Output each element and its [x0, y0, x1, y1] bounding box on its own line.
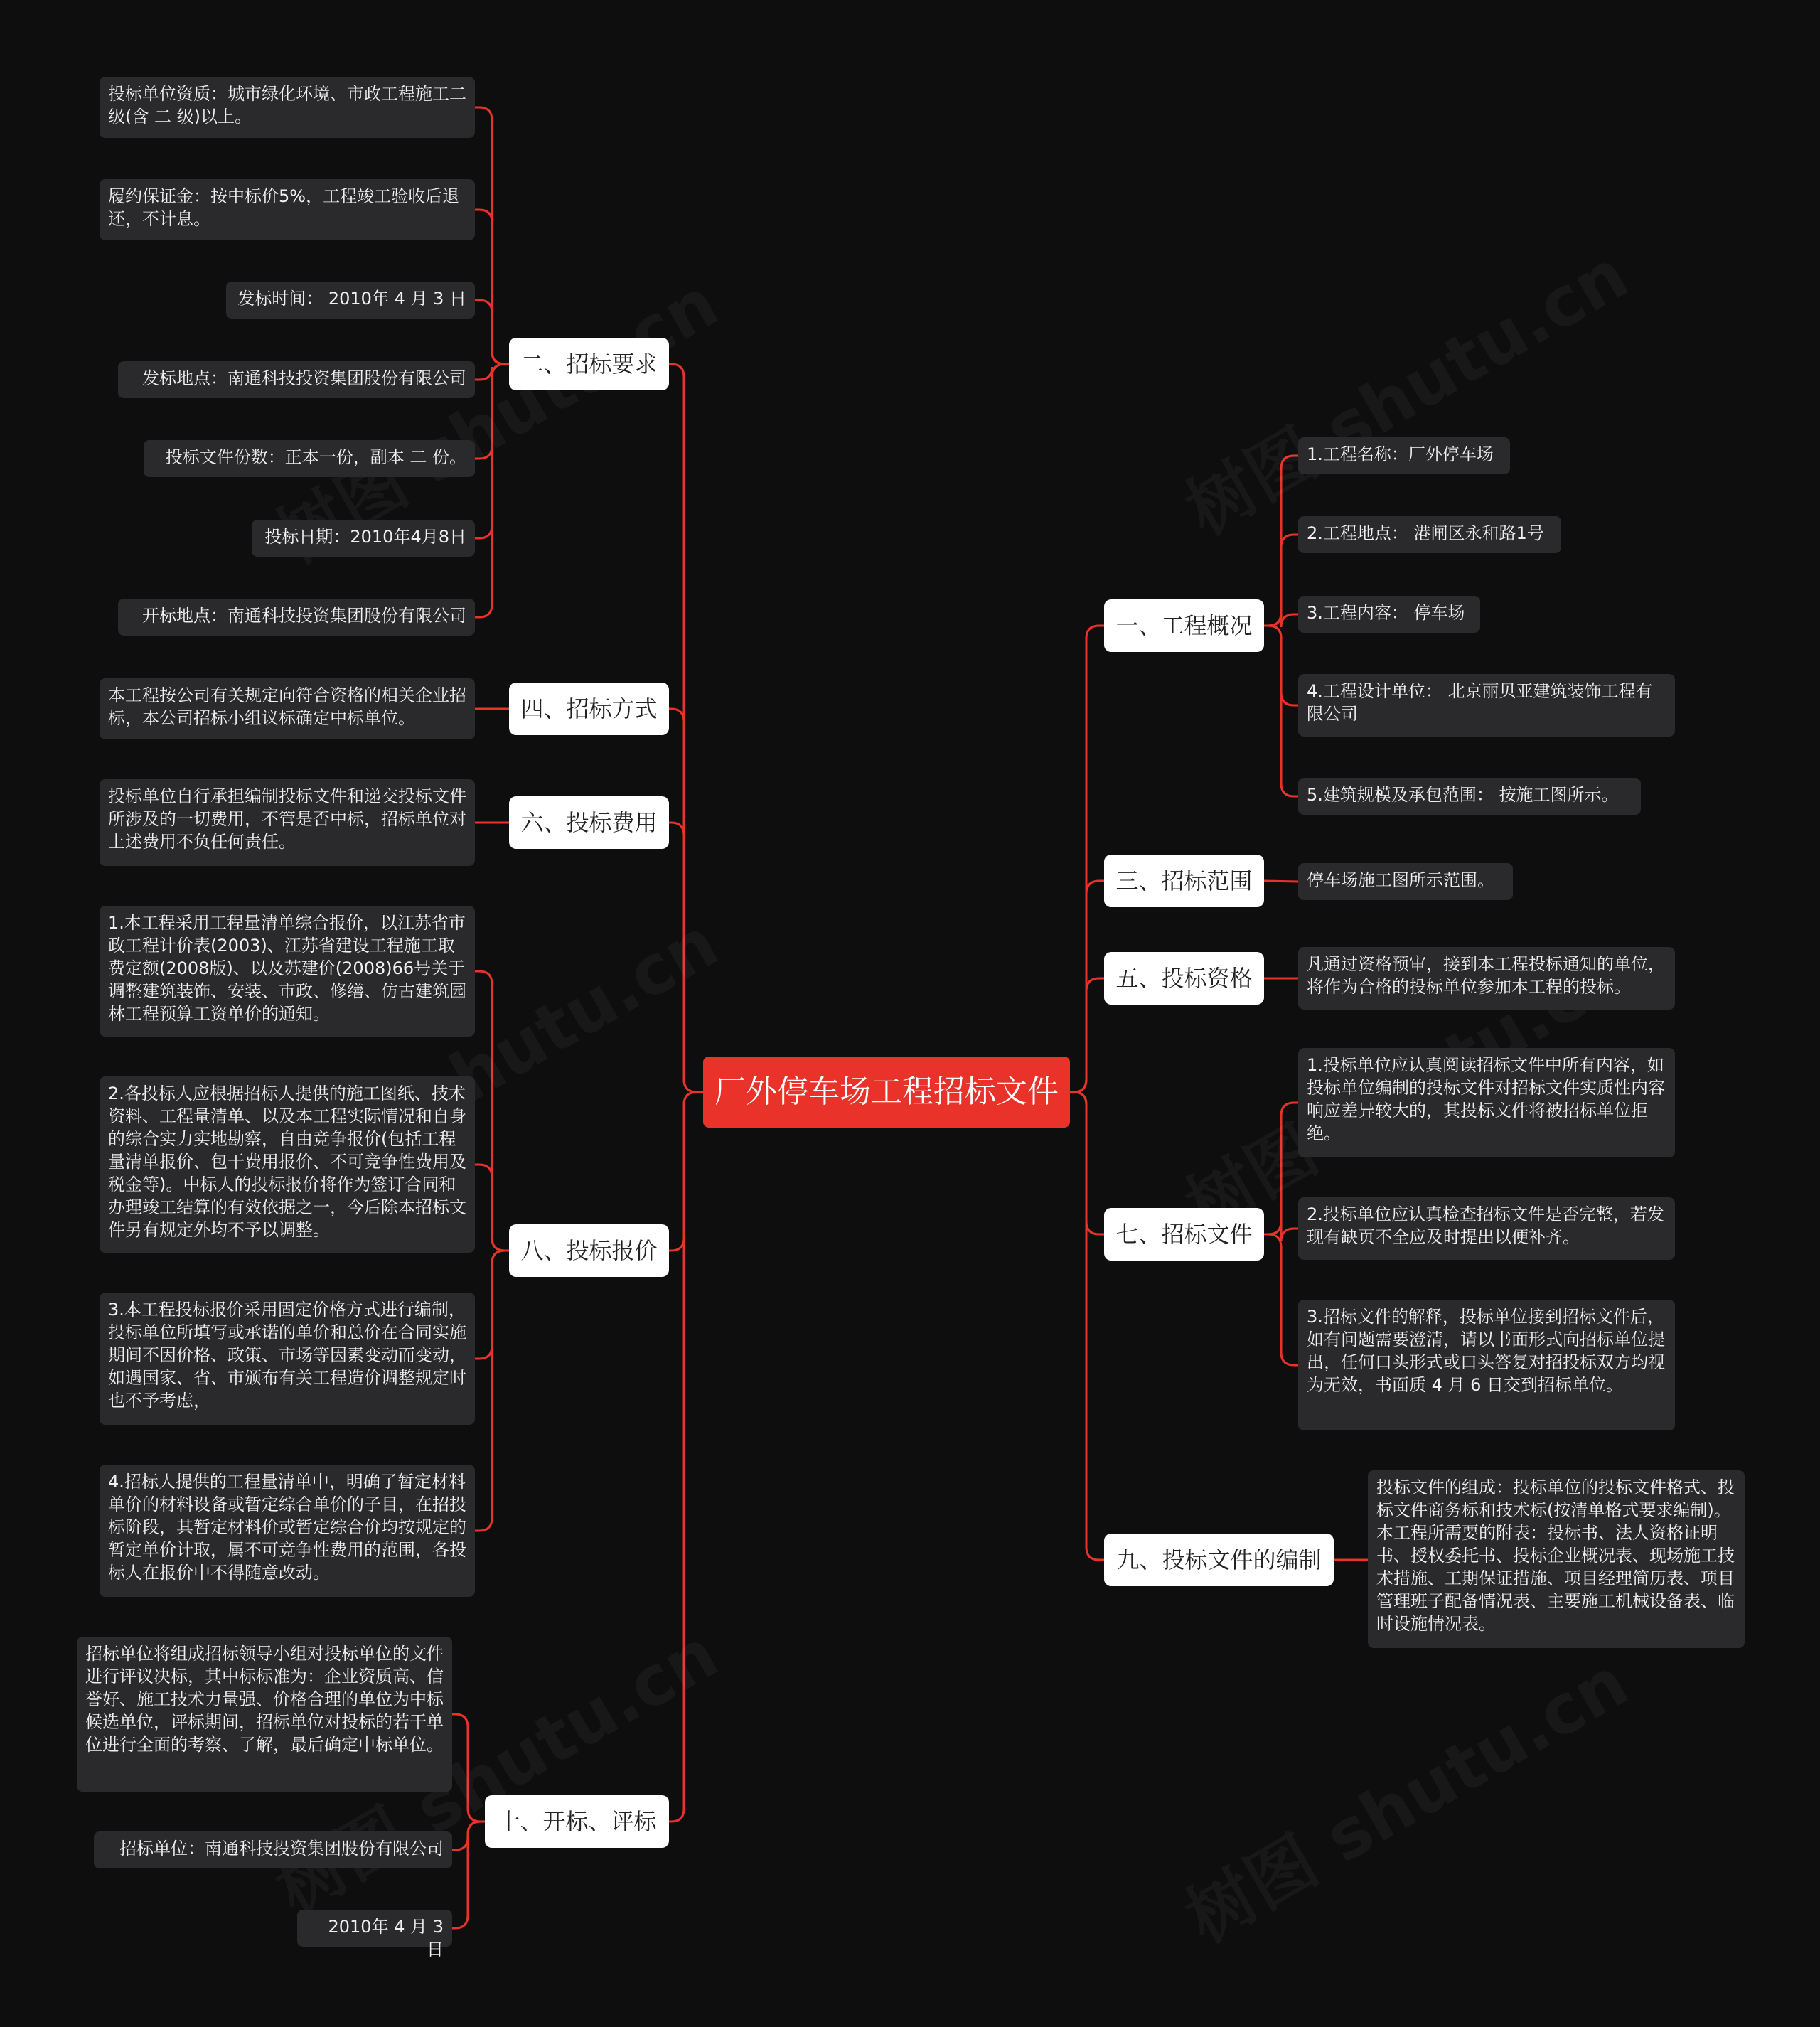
connector-line: [1264, 535, 1298, 626]
connector-line: [1264, 1234, 1298, 1365]
leaf-method-text: 本工程按公司有关规定向符合资格的相关企业招标，本公司招标小组议标确定中标单位。: [100, 678, 475, 739]
leaf-requirement-opening-place: 开标地点：南通科技投资集团股份有限公司: [118, 599, 475, 636]
leaf-requirement-copies: 投标文件份数：正本一份，副本 二 份。: [144, 440, 475, 477]
leaf-documents-2: 2.投标单位应认真检查招标文件是否完整，若发现有缺页不全应及时提出以便补齐。: [1298, 1197, 1675, 1260]
leaf-overview-content: 3.工程内容： 停车场: [1298, 596, 1480, 633]
leaf-requirement-qualification: 投标单位资质：城市绿化环境、市政工程施工二 级(含 二 级)以上。: [100, 77, 475, 138]
leaf-qualification-text: 凡通过资格预审，接到本工程投标通知的单位，将作为合格的投标单位参加本工程的投标。: [1298, 947, 1675, 1010]
connector-line: [1070, 978, 1104, 1092]
branch-node-scope[interactable]: 三、招标范围: [1104, 855, 1264, 907]
leaf-requirement-issue-date: 发标时间： 2010年 4 月 3 日: [226, 282, 475, 319]
leaf-opening-unit: 招标单位：南通科技投资集团股份有限公司: [94, 1831, 452, 1868]
leaf-cost-text: 投标单位自行承担编制投标文件和递交投标文件所涉及的一切费用，不管是否中标，招标单位对上述费用不负任何责任。: [100, 779, 475, 866]
leaf-overview-scale: 5.建筑规模及承包范围： 按施工图所示。: [1298, 778, 1641, 815]
branch-node-opening[interactable]: 十、开标、评标: [485, 1795, 669, 1848]
leaf-overview-designer: 4.工程设计单位： 北京丽贝亚建筑装饰工程有限公司: [1298, 674, 1675, 737]
branch-node-quotation[interactable]: 八、投标报价: [509, 1224, 669, 1277]
branch-node-preparation[interactable]: 九、投标文件的编制: [1104, 1534, 1334, 1586]
branch-node-overview[interactable]: 一、工程概况: [1104, 599, 1264, 652]
leaf-requirement-deposit: 履约保证金：按中标价5%，工程竣工验收后退还，不计息。: [100, 179, 475, 240]
connector-line: [1070, 1092, 1104, 1560]
branch-node-documents[interactable]: 七、招标文件: [1104, 1208, 1264, 1261]
leaf-quotation-4: 4.招标人提供的工程量清单中，明确了暂定材料单价的材料设备或暂定综合单价的子目，在招投标阶段，其暂定材料价或暂定综合价均按规定的暂定单价计取，属不可竞争性费用的范围，各投标人在报价中不得随意改动。: [100, 1465, 475, 1597]
leaf-requirement-bid-date: 投标日期：2010年4月8日: [252, 520, 475, 557]
leaf-quotation-3: 3.本工程投标报价采用固定价格方式进行编制，投标单位所填写或承诺的单价和总价在合同实施期间不因价格、政策、市场等因素变动而变动，如遇国家、省、市颁布有关工程造价调整规定时也不予考虑，: [100, 1293, 475, 1425]
branch-node-requirements[interactable]: 二、招标要求: [509, 338, 669, 390]
connector-line: [475, 1165, 509, 1251]
connector-line: [669, 1092, 703, 1251]
leaf-opening-date: 2010年 4 月 3 日: [297, 1910, 452, 1947]
leaf-overview-name: 1.工程名称：厂外停车场: [1298, 437, 1510, 474]
leaf-preparation-text: 投标文件的组成：投标单位的投标文件格式、投标文件商务标和技术标(按清单格式要求编制)。本工程所需要的附表：投标书、法人资格证明书、授权委托书、投标企业概况表、现场施工技术措施、工期保证措施、项目经理简历表、项目管理班子配备情况表、主要施工机械设备表、临时设施情况表。: [1368, 1470, 1745, 1648]
connector-line: [1264, 1221, 1298, 1241]
root-topic[interactable]: 厂外停车场工程招标文件: [703, 1057, 1070, 1128]
leaf-quotation-1: 1.本工程采用工程量清单综合报价，以江苏省市政工程计价表(2003)、江苏省建设工程施工取费定额(2008版)、以及苏建价(2008)66号关于调整建筑装饰、安装、市政、修缮、仿古建筑园林工程预算工资单价的通知。: [100, 906, 475, 1037]
leaf-quotation-2: 2.各投标人应根据招标人提供的施工图纸、技术资料、工程量清单、以及本工程实际情况和自身的综合实力实地勘察，自由竞争报价(包括工程量清单报价、包干费用报价、不可竞争性费用及税金等)。中标人的投标报价将作为签订合同和办理竣工结算的有效依据之一，今后除本招标文件另有规定外均不予以调整。: [100, 1076, 475, 1253]
leaf-opening-evaluation: 招标单位将组成招标领导小组对投标单位的文件进行评议决标，其中标标准为：企业资质高、信誉好、施工技术力量强、价格合理的单位为中标候选单位，评标期间，招标单位对投标的若干单位进行全面的考察、了解，最后确定中标单位。: [77, 1637, 452, 1792]
leaf-documents-1: 1.投标单位应认真阅读招标文件中所有内容，如投标单位编制的投标文件对招标文件实质性内容响应差异较大的，其投标文件将被招标单位拒绝。: [1298, 1048, 1675, 1157]
branch-node-qualification[interactable]: 五、投标资格: [1104, 952, 1264, 1005]
leaf-overview-location: 2.工程地点： 港闸区永和路1号: [1298, 516, 1561, 553]
leaf-scope-text: 停车场施工图所示范围。: [1298, 863, 1513, 900]
connector-line: [475, 1251, 509, 1531]
branch-node-method[interactable]: 四、招标方式: [509, 683, 669, 735]
branch-node-cost[interactable]: 六、投标费用: [509, 796, 669, 849]
leaf-documents-3: 3.招标文件的解释，投标单位接到招标文件后，如有问题需要澄清，请以书面形式向招标单位提出，任何口头形式或口头答复对招投标双方均视为无效，书面质 4 月 6 日交到招标单位。: [1298, 1300, 1675, 1430]
connector-line: [1264, 881, 1298, 882]
connector-line: [1264, 626, 1298, 796]
leaf-requirement-issue-place: 发标地点：南通科技投资集团股份有限公司: [118, 361, 475, 398]
